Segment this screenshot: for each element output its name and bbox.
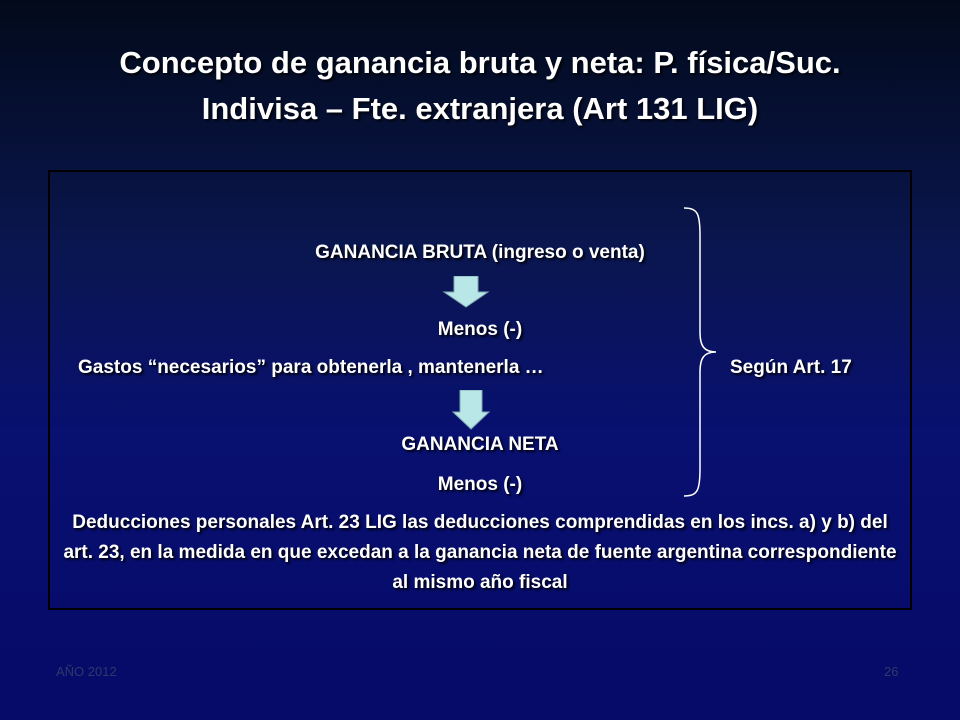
gross-income-label: GANANCIA BRUTA (ingreso o venta) <box>315 242 645 263</box>
net-income-label: GANANCIA NETA <box>401 434 559 455</box>
title-line-2: Indivisa – Fte. extranjera (Art 131 LIG) <box>201 91 759 126</box>
minus-label-2: Menos (-) <box>437 474 523 495</box>
right-brace <box>680 206 720 498</box>
footer-year: AÑO 2012 <box>56 664 117 679</box>
title-line-1: Concepto de ganancia bruta y neta: P. física/Suc. <box>119 45 841 80</box>
down-arrow-icon <box>442 276 490 308</box>
slide-title <box>40 40 920 132</box>
minus-label-1: Menos (-) <box>437 319 523 340</box>
article-reference: Según Art. 17 <box>730 357 852 378</box>
deductions-text: Deducciones personales Art. 23 LIG las deducciones comprendidas en los incs. a) y b) del art. 23, en la medida en que excedan a la ganancia neta de fuente argentina correspondiente al mismo año fiscal <box>63 512 897 593</box>
down-arrow-icon <box>452 390 490 430</box>
expenses-label: Gastos “necesarios” para obtenerla , mantenerla … <box>78 357 544 378</box>
slide-number: 26 <box>884 664 899 679</box>
